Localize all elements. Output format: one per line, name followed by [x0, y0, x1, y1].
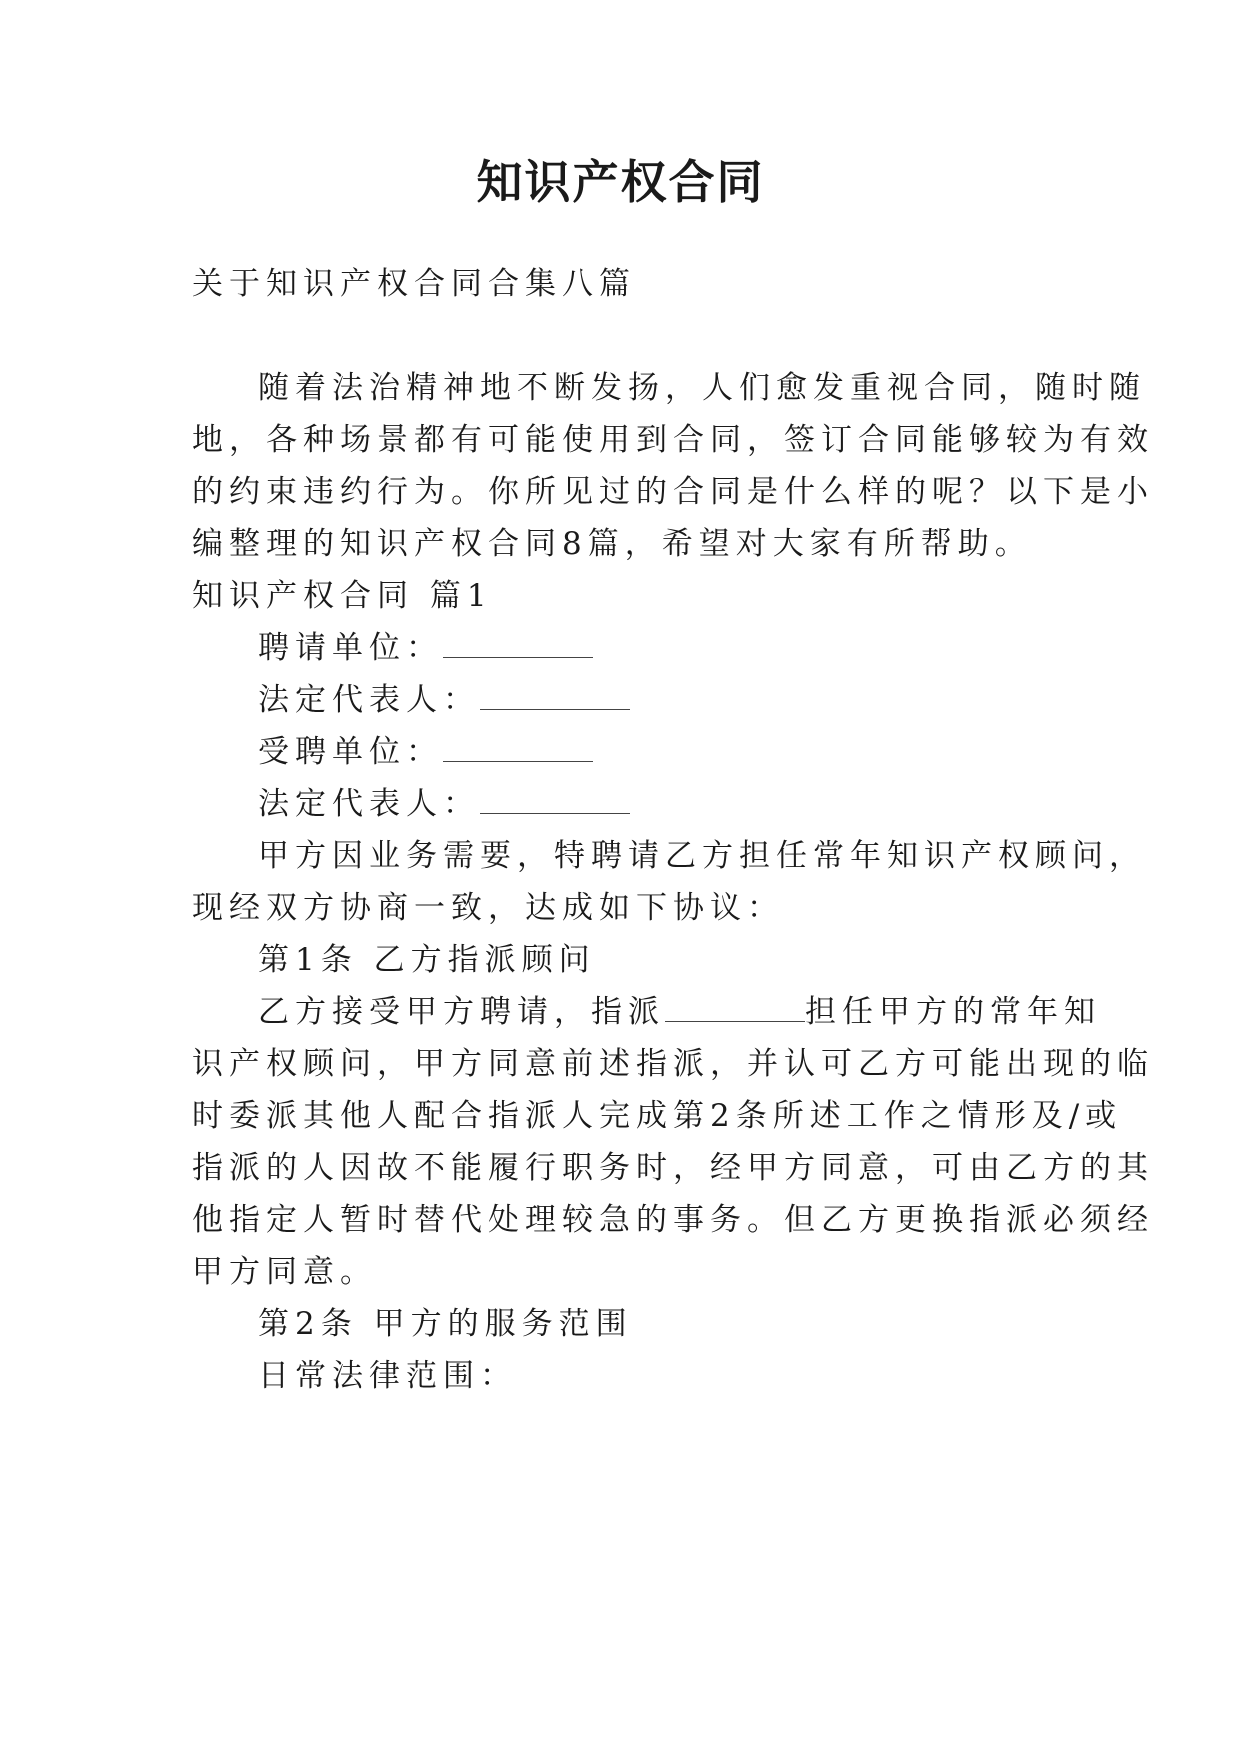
preamble-line: 甲方因业务需要，特聘请乙方担任常年知识产权顾问，	[258, 838, 1146, 874]
employee-label: 受聘单位：	[258, 734, 443, 770]
employer-blank	[443, 627, 593, 658]
document-subtitle: 关于知识产权合同合集八篇	[192, 266, 636, 302]
preamble-line: 现经双方协商一致，达成如下协议：	[192, 890, 784, 926]
assignee-blank	[665, 991, 805, 1022]
section-heading: 知识产权合同 篇1	[192, 578, 493, 614]
intro-line: 的约束违约行为。你所见过的合同是什么样的呢？以下是小	[192, 474, 1154, 510]
intro-line: 随着法治精神地不断发扬，人们愈发重视合同，随时随	[258, 370, 1146, 406]
article2-heading: 第2条 甲方的服务范围	[258, 1306, 633, 1342]
employee-rep-blank	[480, 783, 630, 814]
employee-field	[258, 730, 593, 774]
intro-line: 地，各种场景都有可能使用到合同，签订合同能够较为有效	[192, 422, 1154, 458]
employer-field	[258, 626, 593, 670]
article1-line: 指派的人因故不能履行职务时，经甲方同意，可由乙方的其	[192, 1150, 1154, 1186]
employer-rep-blank	[480, 679, 630, 710]
employer-rep-field	[258, 678, 630, 722]
intro-line: 编整理的知识产权合同8篇，希望对大家有所帮助。	[192, 526, 1032, 562]
article1-line: 他指定人暂时替代处理较急的事务。但乙方更换指派必须经	[192, 1202, 1154, 1238]
article1-line: 识产权顾问，甲方同意前述指派，并认可乙方可能出现的临	[192, 1046, 1154, 1082]
article1-line: 甲方同意。	[192, 1254, 377, 1290]
article1-heading: 第1条 乙方指派顾问	[258, 942, 596, 978]
employee-rep-label: 法定代表人：	[258, 786, 480, 822]
article1-text-b: 担任甲方的常年知	[805, 994, 1101, 1030]
article1-line: 时委派其他人配合指派人完成第2条所述工作之情形及/或	[192, 1098, 1123, 1134]
article1-first-line	[258, 990, 1101, 1034]
document-title: 知识产权合同	[476, 155, 765, 209]
employee-rep-field	[258, 782, 630, 826]
employer-rep-label: 法定代表人：	[258, 682, 480, 718]
employer-label: 聘请单位：	[258, 630, 443, 666]
employee-blank	[443, 731, 593, 762]
article1-text-a: 乙方接受甲方聘请，指派	[258, 994, 665, 1030]
article2-subheading: 日常法律范围：	[258, 1358, 517, 1394]
